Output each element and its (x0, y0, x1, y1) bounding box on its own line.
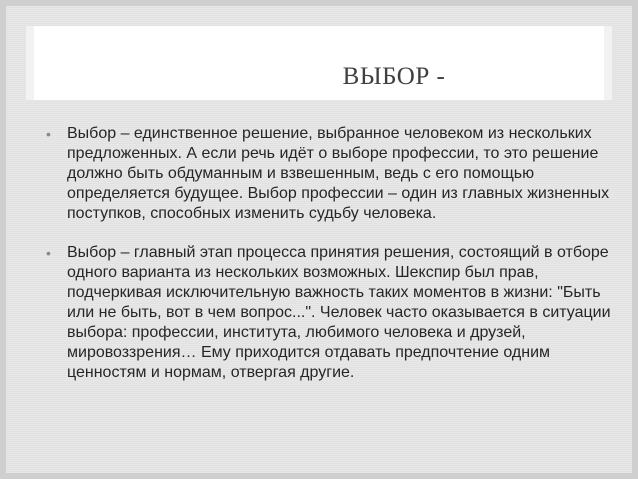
bullet-marker-icon: • (46, 126, 51, 142)
bullet-item (46, 243, 616, 383)
bullet-text: Выбор – главный этап процесса принятия решения, состоящий в отборе одного варианта из нескольких возможных. Шекспир был прав, подчеркивая исключительную важность таких моментов в жизни: "Быть или не быть, вот в чем вопрос...". Человек часто оказывается в ситуации выбора: профессии, института, любимого человека и друзей, мировоззрения… Ему приходится отдавать предпочтение одним ценностям и нормам, отвергая другие. (67, 244, 611, 381)
bullet-text: Выбор – единственное решение, выбранное человеком из нескольких предложенных. А если речь идёт о выборе профессии, то это решение должно быть обдуманным и взвешенным, ведь с его помощью определяется будущее. Выбор профессии – один из главных жизненных поступков, способных изменить судьбу человека. (67, 125, 610, 222)
bullet-marker-icon: • (46, 245, 51, 261)
bullet-list (46, 124, 616, 402)
slide-title: ВЫБОР - (342, 63, 446, 90)
title-box (26, 26, 612, 100)
bullet-item (46, 124, 616, 224)
slide (6, 6, 632, 473)
